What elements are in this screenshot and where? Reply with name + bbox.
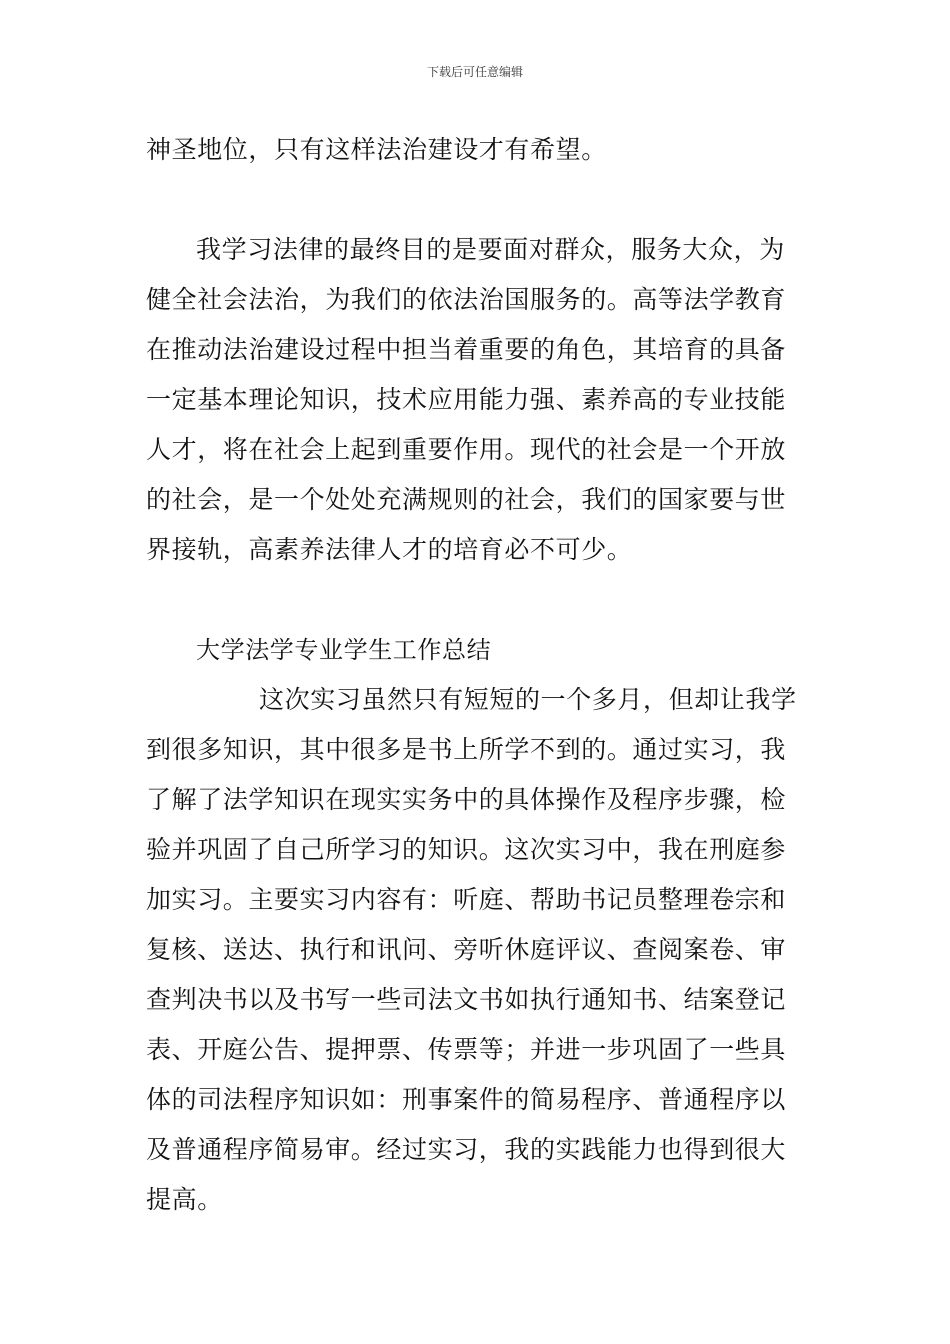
paragraph-3-line-4: 验并巩固了自己所学习的知识。这次实习中，我在刑庭参 xyxy=(146,835,787,864)
paragraph-1-line-1: 神圣地位，只有这样法治建设才有希望。 xyxy=(146,135,607,164)
paragraph-2-line-5: 人才，将在社会上起到重要作用。现代的社会是一个开放 xyxy=(146,435,787,464)
paragraph-3-line-9: 体的司法程序知识如：刑事案件的简易程序、普通程序以 xyxy=(146,1085,787,1114)
paragraph-3-line-11: 提高。 xyxy=(146,1185,223,1214)
paragraph-3-line-5: 加实习。主要实习内容有：听庭、帮助书记员整理卷宗和 xyxy=(146,885,787,914)
paragraph-2-line-3: 在推动法治建设过程中担当着重要的角色，其培育的具备 xyxy=(146,335,787,364)
paragraph-2-line-7: 界接轨，高素养法律人才的培育必不可少。 xyxy=(146,535,633,564)
section-title: 大学法学专业学生工作总结 xyxy=(196,636,492,664)
paragraph-3-line-3: 了解了法学知识在现实实务中的具体操作及程序步骤，检 xyxy=(146,785,787,814)
paragraph-3-line-2: 到很多知识，其中很多是书上所学不到的。通过实习，我 xyxy=(146,735,787,764)
paragraph-3-line-1: 这次实习虽然只有短短的一个多月，但却让我学 xyxy=(259,685,797,714)
paragraph-3-line-6: 复核、送达、执行和讯问、旁听休庭评议、查阅案卷、审 xyxy=(146,935,787,964)
paragraph-2-line-6: 的社会，是一个处处充满规则的社会，我们的国家要与世 xyxy=(146,485,787,514)
paragraph-2-line-2: 健全社会法治，为我们的依法治国服务的。高等法学教育 xyxy=(146,285,787,314)
paragraph-3-line-10: 及普通程序简易审。经过实习，我的实践能力也得到很大 xyxy=(146,1135,787,1164)
paragraph-3-line-7: 查判决书以及书写一些司法文书如执行通知书、结案登记 xyxy=(146,985,787,1014)
paragraph-3-line-8: 表、开庭公告、提押票、传票等；并进一步巩固了一些具 xyxy=(146,1035,787,1064)
paragraph-2-line-1: 我学习法律的最终目的是要面对群众，服务大众，为 xyxy=(196,235,785,264)
page-header: 下载后可任意编辑 xyxy=(426,65,523,79)
paragraph-2-line-4: 一定基本理论知识，技术应用能力强、素养高的专业技能 xyxy=(146,385,787,414)
